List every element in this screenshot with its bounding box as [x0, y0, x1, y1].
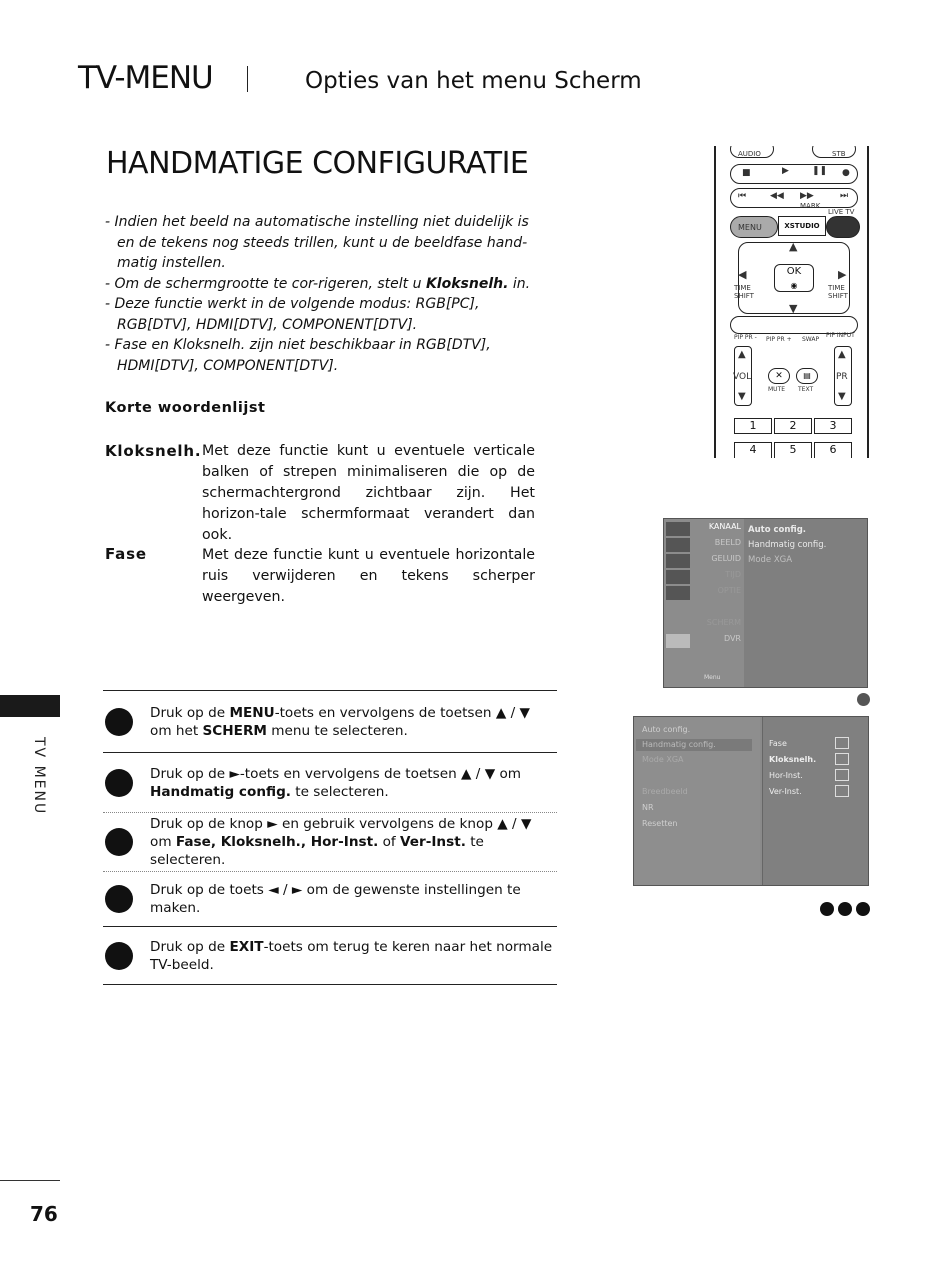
menu-item-geluid: GELUID: [711, 554, 741, 563]
vol-up-icon: ▲: [738, 349, 746, 360]
remote-pip-minus: PIP PR -: [734, 334, 757, 341]
step-indicator-dot: [857, 693, 870, 706]
page-number-rule: [0, 1180, 60, 1181]
right-arrow-icon: ▶: [838, 268, 847, 281]
submenu-right-panel: [762, 717, 868, 885]
remote-text-button: [796, 368, 818, 384]
tv-screen-menu: [663, 518, 868, 688]
submenu-ver-inst: Ver-Inst.: [769, 787, 802, 796]
remote-key-5: 5: [774, 442, 812, 458]
vol-down-icon: ▼: [738, 391, 746, 402]
pause-icon: ❚❚: [812, 166, 828, 176]
step-bullet: [105, 708, 133, 736]
note-3: [105, 294, 555, 335]
step-3: [103, 812, 557, 871]
rewind-icon: ◀◀: [770, 191, 784, 201]
remote-key-3: 3: [814, 418, 852, 434]
ver-inst-value-box: [835, 785, 849, 797]
dvr-icon: [666, 634, 690, 648]
skip-forward-icon: ⏭: [840, 191, 849, 201]
note-4: [105, 335, 555, 376]
down-arrow-icon: ▼: [789, 302, 798, 315]
remote-menu-label: MENU: [738, 223, 762, 232]
remote-mute-button: [768, 368, 790, 384]
remote-text-label: TEXT: [798, 386, 814, 393]
step-4: [103, 871, 557, 926]
option-icon: [666, 586, 690, 600]
steps-list: [103, 690, 557, 985]
remote-key-1: 1: [734, 418, 772, 434]
glossary-title: Korte woordenlijst: [105, 400, 266, 416]
step-bullet: [105, 885, 133, 913]
submenu-kloksnelh: Kloksnelh.: [769, 755, 817, 764]
glossary-term-kloksnelh: Kloksnelh.: [105, 442, 202, 460]
glossary-term-fase: Fase: [105, 545, 147, 563]
mute-icon: ✕: [775, 371, 783, 381]
note-1: [105, 212, 555, 274]
note-4-line-1: - Fase en Kloksnelh. zijn niet beschikbaar in RGB[DTV],: [105, 337, 491, 353]
submenu-resetten: Resetten: [642, 819, 678, 828]
remote-pip-input: PIP INPUT: [826, 332, 855, 339]
sound-icon: [666, 554, 690, 568]
note-1-line-2: en de tekens nog steeds trillen, kunt u de beeldfase hand-: [117, 234, 528, 251]
stop-icon: ■: [742, 168, 751, 178]
step-indicator-dot: [856, 902, 870, 916]
option-mode-xga: Mode XGA: [748, 555, 793, 565]
section-title: TV-MENU: [78, 60, 213, 96]
glossary-def-kloksnelh: Met deze functie kunt u eventuele verticale balken of strepen minimaliseren die op de schermachtergrond zichtbaar zijn. Het horizon-tale schermformaat verandert dan ook.: [202, 443, 535, 543]
fase-value-box: [835, 737, 849, 749]
left-arrow-icon: ◀: [738, 268, 747, 281]
option-manual-config: Handmatig config.: [748, 540, 827, 550]
remote-vol-label: VOL: [733, 372, 752, 382]
note-2: [105, 274, 555, 295]
step-bullet: [105, 769, 133, 797]
submenu-manual-config: Handmatig config.: [642, 740, 716, 749]
step-1-text: Druk op de MENU-toets en vervolgens de toetsen ▲ / ▼ om het SCHERM menu te selecteren.: [150, 704, 530, 739]
remote-pr-label: PR: [836, 372, 848, 382]
step-indicator-dot: [838, 902, 852, 916]
skip-back-icon: ⏮: [738, 191, 747, 201]
remote-livetv-label: LIVE TV: [828, 208, 855, 216]
teletext-icon: ▤: [803, 371, 811, 380]
page-title: HANDMATIGE CONFIGURATIE: [106, 146, 529, 181]
channel-icon: [666, 522, 690, 536]
step-bullet: [105, 942, 133, 970]
record-icon: ●: [842, 168, 850, 178]
step-3-text: Druk op de knop ► en gebruik vervolgens de knop ▲ / ▼ om Fase, Kloksnelh., Hor-Inst. of Ver-Inst. te selecteren.: [150, 816, 532, 868]
side-tab-marker: [0, 695, 60, 717]
remote-xstudio-button: XSTUDIO: [778, 216, 826, 236]
tv-screen-submenu: [633, 716, 869, 886]
submenu-hor-inst: Hor-Inst.: [769, 771, 803, 780]
hor-inst-value-box: [835, 769, 849, 781]
note-1-line-3: matig instellen.: [117, 255, 226, 271]
remote-mute-label: MUTE: [768, 386, 786, 393]
note-4-line-2: HDMI[DTV], COMPONENT[DTV].: [117, 357, 339, 374]
menu-item-scherm: SCHERM: [706, 618, 741, 627]
intro-notes: [105, 212, 555, 376]
time-icon: [666, 570, 690, 584]
option-auto-config: Auto config.: [748, 525, 807, 535]
note-2-bold: Kloksnelh.: [425, 275, 509, 292]
step-1: [103, 690, 557, 752]
note-1-line-1: - Indien het beeld na automatische instelling niet duidelijk is: [105, 214, 529, 230]
side-section-label: TV MENU: [31, 737, 47, 816]
submenu-breedbeeld: Breedbeeld: [642, 787, 688, 796]
note-2-text: - Om de schermgrootte te cor-rigeren, stelt u: [105, 275, 426, 292]
header-divider: [247, 66, 248, 92]
fast-forward-icon: ▶▶: [800, 191, 814, 201]
remote-timeshift-left: TIME SHIFT: [734, 284, 754, 300]
remote-key-4: 4: [734, 442, 772, 458]
submenu-fase: Fase: [769, 739, 787, 748]
remote-swap: SWAP: [802, 336, 820, 343]
pr-up-icon: ▲: [838, 349, 846, 360]
submenu-nr: NR: [642, 803, 654, 812]
remote-key-6: 6: [814, 442, 852, 458]
submenu-mode-xga: Mode XGA: [642, 755, 684, 764]
menu-item-dvr: DVR: [723, 634, 741, 643]
kloksnelh-value-box: [835, 753, 849, 765]
remote-exit-button: [826, 216, 860, 238]
note-3-line-1: - Deze functie werkt in de volgende modus: RGB[PC],: [105, 296, 480, 312]
step-indicator-dot: [820, 902, 834, 916]
step-bullet: [105, 828, 133, 856]
remote-ok-label: OK: [786, 266, 802, 277]
note-3-line-2: RGB[DTV], HDMI[DTV], COMPONENT[DTV].: [117, 316, 418, 333]
section-subtitle: Opties van het menu Scherm: [305, 68, 642, 94]
picture-icon: [666, 538, 690, 552]
remote-ok-button: [774, 264, 814, 292]
remote-audio-label: AUDIO: [738, 150, 761, 158]
remote-mark-label: MARK: [800, 202, 821, 210]
remote-key-2: 2: [774, 418, 812, 434]
up-arrow-icon: ▲: [789, 240, 798, 253]
ok-dot-icon: ◉: [790, 281, 798, 290]
remote-timeshift-right: TIME SHIFT: [828, 284, 848, 300]
glossary-def-fase: Met deze functie kunt u eventuele horizontale ruis verwijderen en tekens scherper weergeven.: [202, 547, 535, 605]
menu-item-kanaal: KANAAL: [708, 522, 741, 531]
submenu-auto-config: Auto config.: [642, 725, 691, 734]
remote-control-illustration: [714, 146, 869, 458]
remote-stb-label: STB: [832, 150, 846, 158]
play-icon: ▶: [782, 166, 789, 176]
step-2: [103, 752, 557, 812]
pr-down-icon: ▼: [838, 391, 846, 402]
step-4-text: Druk op de toets ◄ / ► om de gewenste instellingen te maken.: [150, 882, 521, 916]
step-5: [103, 926, 557, 984]
remote-seek-row: [730, 188, 858, 208]
menu-item-beeld: BEELD: [714, 538, 741, 547]
remote-pip-plus: PIP PR +: [766, 336, 792, 343]
menu-footer-hint: Menu: [704, 674, 721, 681]
menu-item-tijd: TIJD: [725, 570, 741, 579]
steps-end-rule: [103, 984, 557, 985]
step-2-text: Druk op de ►-toets en vervolgens de toetsen ▲ / ▼ om Handmatig config. te selecteren.: [150, 765, 522, 800]
note-2-tail: in.: [508, 275, 531, 292]
page-number: 76: [30, 1202, 58, 1226]
step-5-text: Druk op de EXIT-toets om terug te keren naar het normale TV-beeld.: [150, 938, 553, 973]
menu-item-optie: OPTIE: [717, 586, 741, 595]
